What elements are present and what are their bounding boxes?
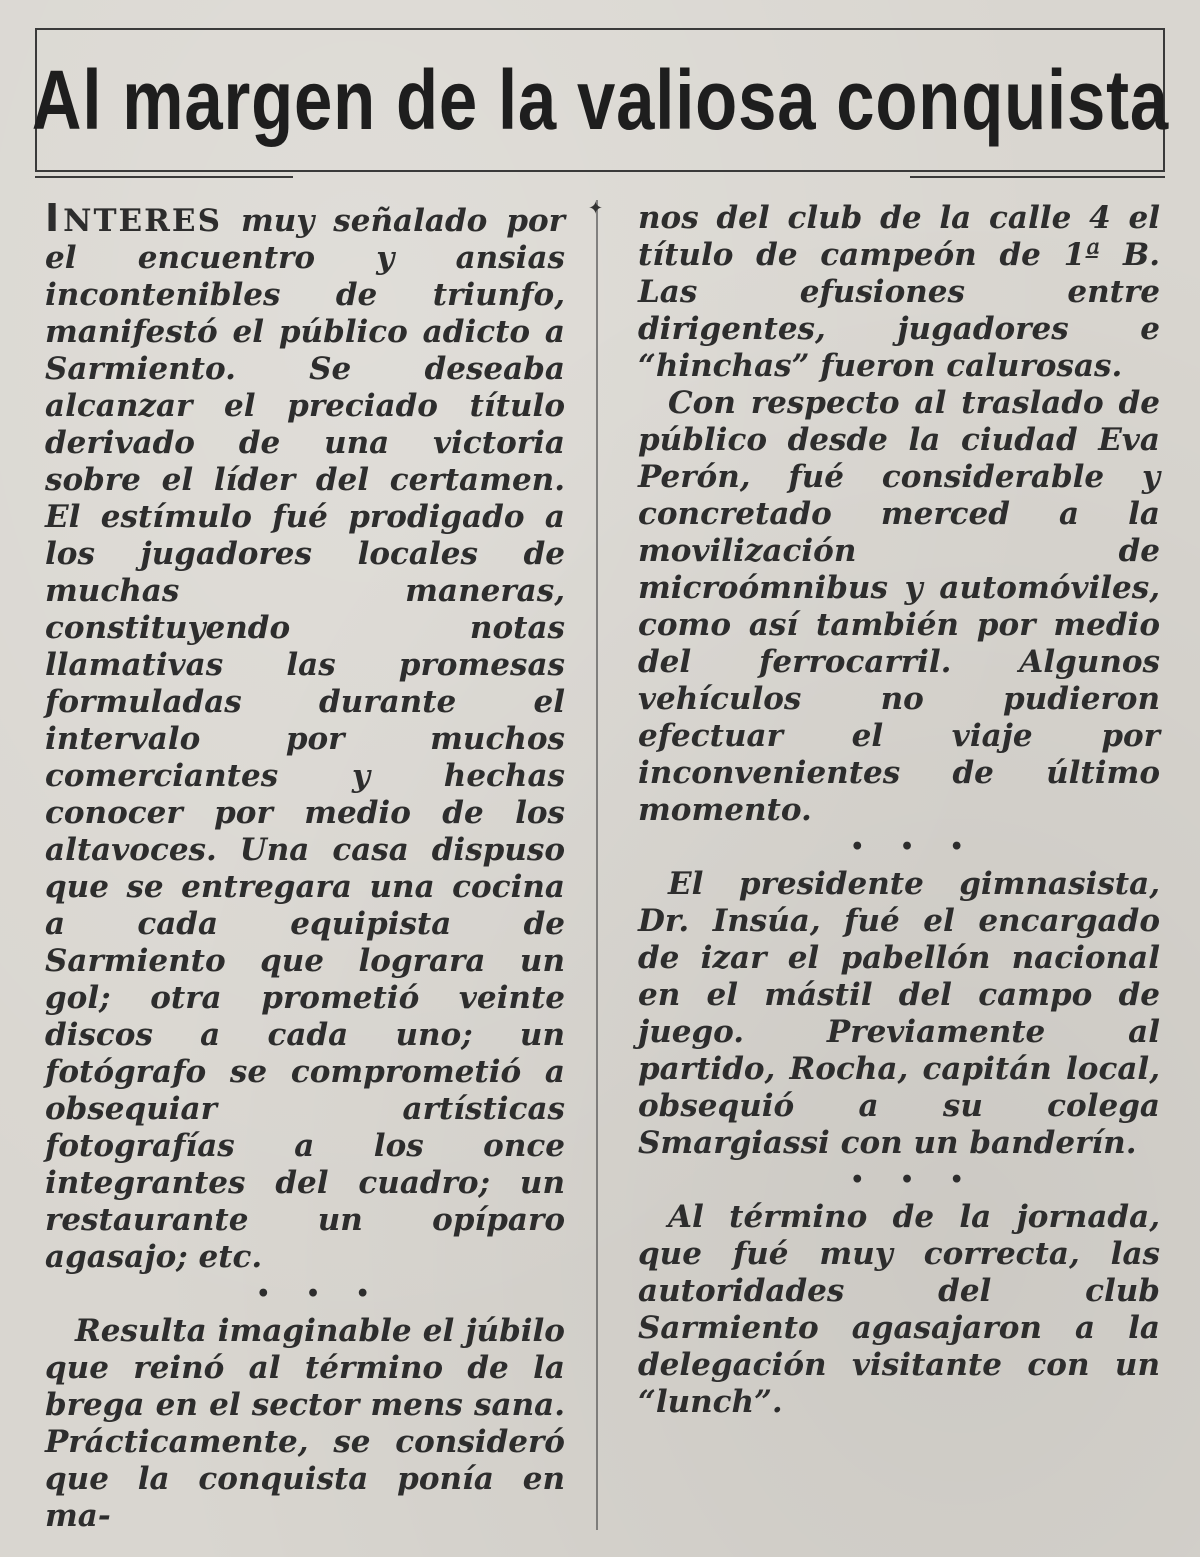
article-paragraph: El presidente gimnasista, Dr. Insúa, fué el encargado de izar el pabellón nacional en el mástil del campo de juego. Previamente al partido, Rocha, capitán local, obsequió a su colega Smargiassi con un banderín. <box>638 866 1160 1161</box>
divider-ornament-icon: ✦ <box>588 198 604 219</box>
lead-word: NTERES <box>63 203 222 239</box>
section-separator: • • • <box>256 1281 384 1307</box>
article-paragraph: Con respecto al traslado de público desde la ciudad Eva Perón, fué considerable y concretado merced a la movilización de microómnibus y automóviles, como así también por medio del ferrocarril. Algunos vehículos no pudieron efectuar el viaje por inconvenientes de último momento. <box>638 385 1160 828</box>
section-separator: • • • <box>850 1167 978 1193</box>
article-column-right <box>638 200 1160 1421</box>
drop-cap: I <box>45 196 60 240</box>
headline-box <box>31 28 1169 172</box>
headline: Al margen de la valiosa conquista <box>31 52 1169 147</box>
column-divider <box>596 200 598 1530</box>
article-paragraph <box>45 196 565 1276</box>
article-paragraph: Resulta imaginable el júbilo que reinó al término de la brega en el sector mens sana. Prácticamente, se consideró que la conquista ponía en ma- <box>45 1313 565 1534</box>
article-paragraph: nos del club de la calle 4 el título de campeón de 1ª B. Las efusiones entre dirigentes, jugadores e “hinchas” fueron calurosas. <box>638 200 1160 384</box>
headline-rule-left <box>35 176 293 178</box>
article-column-left <box>45 196 565 1535</box>
article-paragraph: Al término de la jornada, que fué muy correcta, las autoridades del club Sarmiento agasajaron a la delegación visitante con un “lunch”. <box>638 1199 1160 1420</box>
section-separator: • • • <box>850 834 978 860</box>
paragraph-text: muy señalado por el encuentro y ansias incontenibles de triunfo, manifestó el público adicto a Sarmiento. Se deseaba alcanzar el preciado título derivado de una victoria sobre el líder del certamen. El estímulo fué prodigado a los jugadores locales de muchas maneras, constituyendo notas llamativas las promesas formuladas durante el intervalo por muchos comerciantes y hechas conocer por medio de los altavoces. Una casa dispuso que se entregara una cocina a cada equipista de Sarmiento que lograra un gol; otra prometió veinte discos a cada uno; un fotógrafo se comprometió a obsequiar artísticas fotografías a los once integrantes del cuadro; un restaurante un opíparo agasajo; etc. <box>45 203 565 1275</box>
headline-rule-right <box>910 176 1165 178</box>
